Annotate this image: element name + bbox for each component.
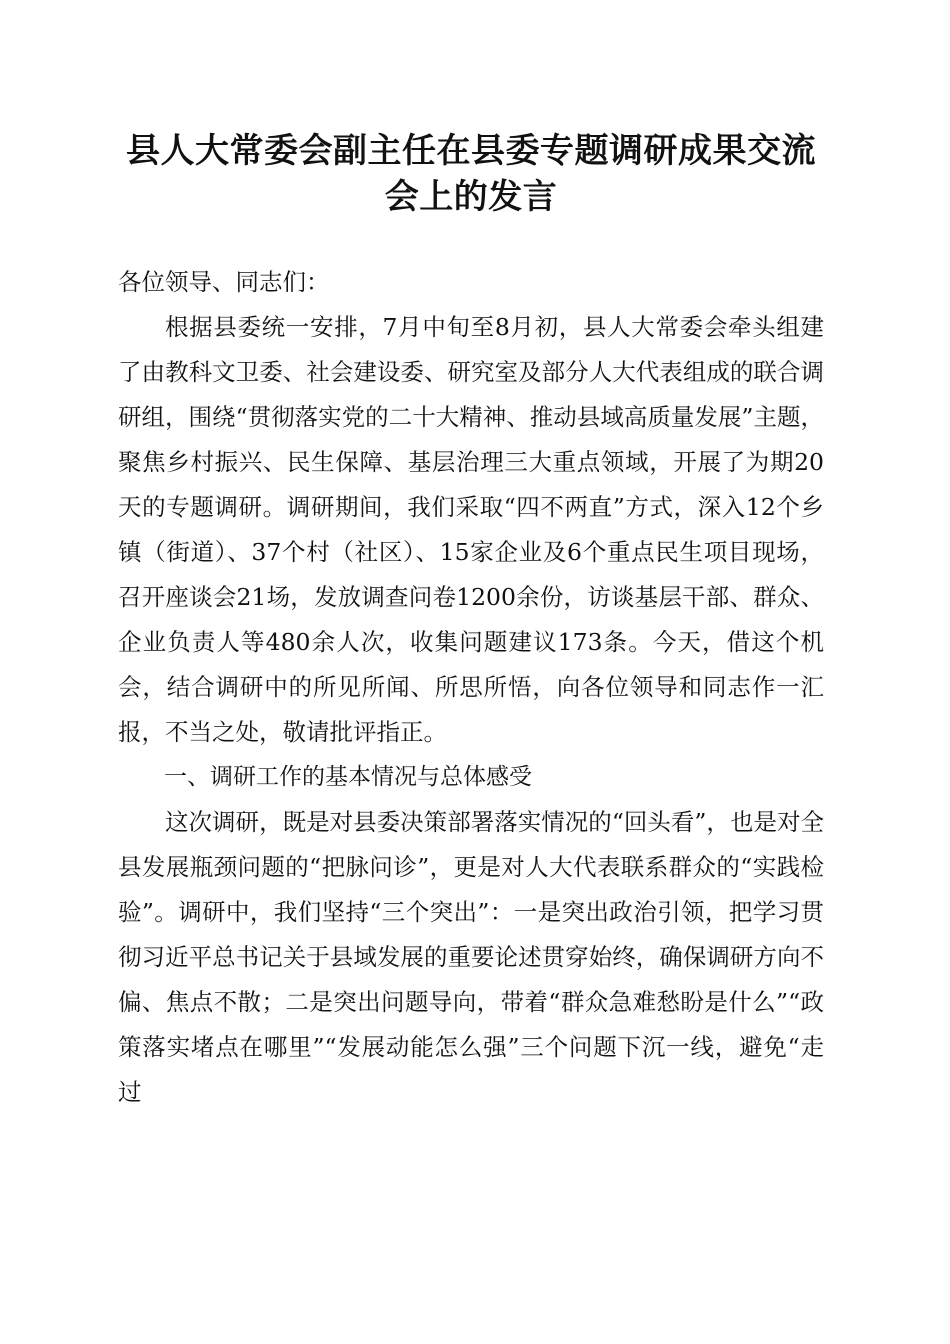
document-title: 县人大常委会副主任在县委专题调研成果交流会上的发言	[126, 131, 816, 217]
paragraph-1: 根据县委统一安排，7月中旬至8月初，县人大常委会牵头组建了由教科文卫委、社会建设委、研究室及部分人大代表组成的联合调研组，围绕“贯彻落实党的二十大精神、推动县域高质量发展”主题，聚焦乡村振兴、民生保障、基层治理三大重点领域，开展了为期20天的专题调研。调研期间，我们采取“四不两直”方式，深入12个乡镇（街道）、37个村（社区）、15家企业及6个重点民生项目现场，召开座谈会21场，发放调查问卷1200余份，访谈基层干部、群众、企业负责人等480余人次，收集问题建议173条。今天，借这个机会，结合调研中的所见所闻、所思所悟，向各位领导和同志作一汇报，不当之处，敬请批评指正。	[118, 313, 824, 746]
section-heading-1: 一、调研工作的基本情况与总体感受	[164, 764, 532, 790]
document-page	[118, 128, 824, 1115]
salutation: 各位领导、同志们：	[118, 268, 330, 296]
paragraph-2: 这次调研，既是对县委决策部署落实情况的“回头看”，也是对全县发展瓶颈问题的“把脉问诊”，更是对人大代表联系群众的“实践检验”。调研中，我们坚持“三个突出”：一是突出政治引领，把学习贯彻习近平总书记关于县域发展的重要论述贯穿始终，确保调研方向不偏、焦点不散；二是突出问题导向，带着“群众急难愁盼是什么”“政策落实堵点在哪里”“发展动能怎么强”三个问题下沉一线，避免“走过	[118, 808, 824, 1106]
